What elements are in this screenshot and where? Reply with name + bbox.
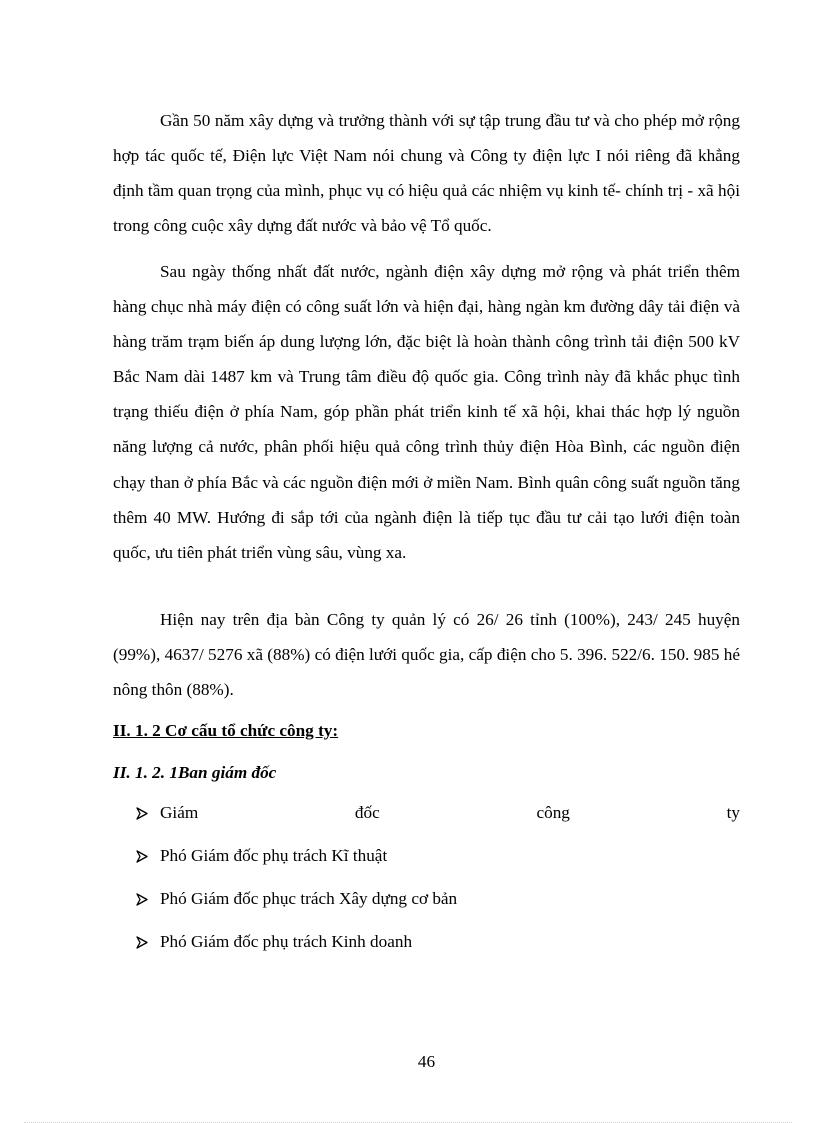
bullet-text: Phó Giám đốc phục trách Xây dựng cơ bản (160, 889, 458, 908)
list-item (136, 927, 740, 970)
sub-heading-board-of-directors: II. 1. 2. 1Ban giám đốc (113, 763, 277, 782)
board-members-list (136, 798, 740, 970)
arrowhead-bullet-icon (136, 841, 160, 871)
bullet-text: Giám đốc công ty (160, 803, 740, 822)
list-item (136, 884, 740, 927)
paragraph-coverage: Hiện nay trên địa bàn Công ty quản lý có 26/ 26 tỉnh (100%), 243/ 245 huyện (99%), 4637/ 5276 xã (88%) có điện lưới quốc gia, cấp điện cho 5. 396. 522/6. 150. 985 hé nông thôn (88%). (113, 610, 740, 700)
paragraph-overview: Gần 50 năm xây dựng và trưởng thành với sự tập trung đầu tư và cho phép mở rộng hợp tác quốc tế, Điện lực Việt Nam nói chung và Công ty điện lực I nói riêng đã khẳng định tầm quan trọng của mình, phục vụ có hiệu quả các nhiệm vụ kinh tế- chính trị - xã hội trong công cuộc xây dựng đất nước và bảo vệ Tổ quốc. (113, 111, 740, 236)
section-heading-org-structure: II. 1. 2 Cơ cấu tổ chức công ty: (113, 721, 339, 740)
bullet-text: Phó Giám đốc phụ trách Kĩ thuật (160, 846, 388, 865)
list-item (136, 798, 740, 841)
arrowhead-bullet-icon (136, 798, 160, 828)
bullet-text: Phó Giám đốc phụ trách Kinh doanh (160, 932, 413, 951)
arrowhead-bullet-icon (136, 927, 160, 957)
arrowhead-bullet-icon (136, 884, 160, 914)
list-item (136, 841, 740, 884)
paragraph-development: Sau ngày thống nhất đất nước, ngành điện xây dựng mở rộng và phát triển thêm hàng chục nhà máy điện có công suất lớn và hiện đại, hàng ngàn km đường dây tải điện và hàng trăm trạm biến áp dung lượng lớn, đặc biệt là hoàn thành công trình tải điện 500 kV Bắc Nam dài 1487 km và Trung tâm điều độ quốc gia. Công trình này đã khắc phục tình trạng thiếu điện ở phía Nam, góp phần phát triển kinh tế xã hội, khai thác hợp lý nguồn năng lượng cả nước, phân phối hiệu quả công trình thủy điện Hòa Bình, các nguồn điện chạy than ở phía Bắc và các nguồn điện mới ở miền Nam. Bình quân công suất nguồn tăng thêm 40 MW. Hướng đi sắp tới của ngành điện là tiếp tục đầu tư cải tạo lưới điện toàn quốc, ưu tiên phát triển vùng sâu, vùng xa. (113, 262, 740, 562)
page-number: 46 (417, 1052, 436, 1071)
